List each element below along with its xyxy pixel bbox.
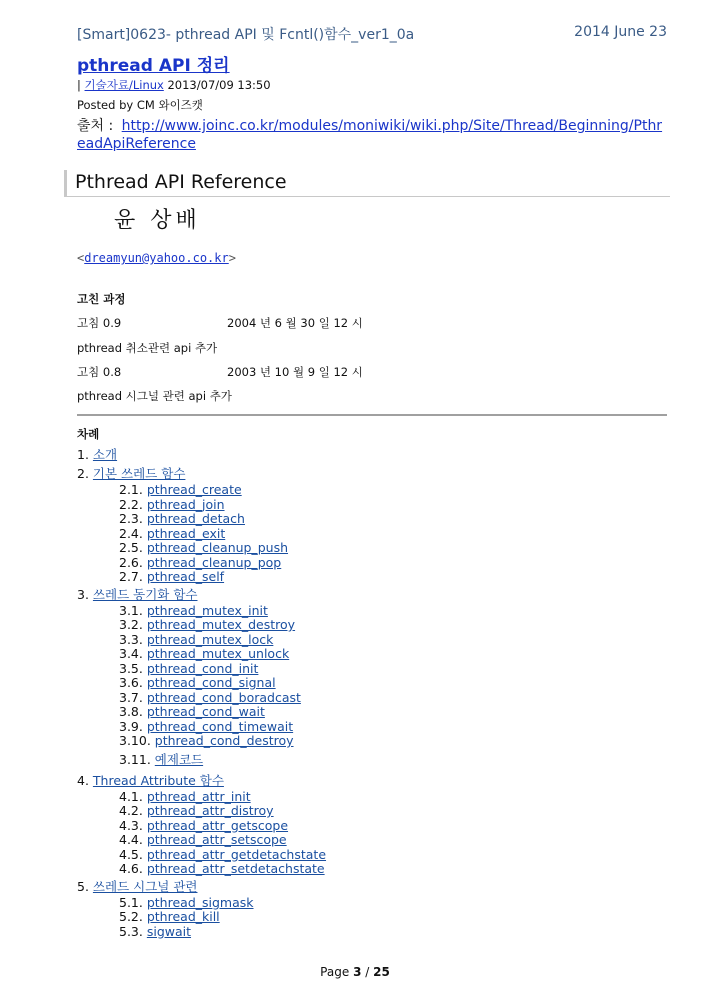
toc-num: 3.6. bbox=[119, 675, 143, 690]
category-link[interactable]: 기술자료/Linux bbox=[84, 78, 164, 92]
toc-link[interactable]: pthread_mutex_lock bbox=[146, 631, 274, 647]
toc-link[interactable]: pthread_mutex_unlock bbox=[146, 646, 290, 661]
toc-num: 3.9. bbox=[119, 718, 143, 734]
post-title-link[interactable]: pthread API 정리 bbox=[77, 56, 230, 76]
toc-subitem bbox=[77, 720, 326, 735]
toc-link[interactable]: pthread_cond_wait bbox=[146, 704, 265, 719]
divider bbox=[77, 414, 667, 416]
author-email bbox=[77, 251, 236, 265]
toc-num: 2.5. bbox=[119, 540, 143, 555]
toc-num: 5.1. bbox=[119, 894, 143, 910]
history-version: 고침 0.8 bbox=[77, 365, 122, 379]
table-of-contents bbox=[77, 445, 326, 939]
toc-subitem bbox=[77, 833, 326, 848]
toc-num: 4.4. bbox=[119, 832, 143, 847]
toc-num: 4. bbox=[77, 772, 89, 788]
toc-num: 2.3. bbox=[119, 511, 143, 526]
posted-by: Posted by CM 와이즈캣 bbox=[77, 98, 203, 112]
toc-subitem bbox=[77, 804, 326, 819]
history-entry bbox=[77, 364, 363, 380]
toc-subitem bbox=[77, 705, 326, 720]
toc-link[interactable]: pthread_mutex_init bbox=[146, 602, 268, 618]
toc-num: 5. bbox=[77, 878, 89, 894]
toc-link[interactable]: pthread_attr_getscope bbox=[146, 817, 289, 833]
toc-num: 4.5. bbox=[119, 846, 143, 862]
toc-link[interactable]: pthread_sigmask bbox=[146, 894, 254, 910]
toc-num: 3.4. bbox=[119, 646, 143, 661]
toc-subitem bbox=[77, 662, 326, 677]
toc-num: 2.4. bbox=[119, 525, 143, 541]
toc-link[interactable]: pthread_cleanup_push bbox=[146, 540, 289, 555]
toc-num: 3.3. bbox=[119, 631, 143, 647]
toc-item bbox=[77, 877, 326, 896]
toc-link[interactable]: pthread_attr_setdetachstate bbox=[146, 861, 325, 876]
section-heading bbox=[64, 170, 670, 197]
toc-num: 2. bbox=[77, 466, 89, 481]
toc-link[interactable]: pthread_attr_init bbox=[146, 788, 251, 804]
toc-subitem bbox=[77, 527, 326, 542]
toc-subitem bbox=[77, 604, 326, 619]
post-timestamp: 2013/07/09 13:50 bbox=[167, 78, 271, 92]
toc-num: 1. bbox=[77, 447, 89, 462]
toc-subitem bbox=[77, 691, 326, 706]
toc-subitem bbox=[77, 618, 326, 633]
author-name: 윤 상배 bbox=[114, 208, 201, 233]
email-link[interactable]: dreamyun@yahoo.co.kr bbox=[84, 251, 229, 265]
toc-subitem bbox=[77, 734, 326, 749]
toc-subitem bbox=[77, 498, 326, 513]
toc-num: 4.2. bbox=[119, 803, 143, 818]
toc-link[interactable]: pthread_cond_boradcast bbox=[146, 689, 301, 705]
toc-num: 4.6. bbox=[119, 861, 143, 876]
toc-link[interactable]: pthread_join bbox=[146, 496, 225, 512]
toc-link[interactable]: 예제코드 bbox=[154, 751, 204, 767]
toc-link[interactable]: pthread_cleanup_pop bbox=[146, 554, 282, 570]
toc-num: 2.1. bbox=[119, 482, 143, 497]
toc-num: 4.1. bbox=[119, 788, 143, 804]
toc-subitem bbox=[77, 633, 326, 648]
post-meta-category bbox=[77, 77, 271, 93]
page-total: 25 bbox=[373, 965, 390, 979]
toc-num: 3.1. bbox=[119, 602, 143, 618]
source-label: 출처 : bbox=[77, 118, 114, 134]
toc-link[interactable]: 소개 bbox=[92, 447, 118, 462]
toc-link[interactable]: pthread_self bbox=[146, 569, 225, 584]
toc-link[interactable]: pthread_cond_init bbox=[146, 660, 259, 676]
toc-subitem bbox=[77, 910, 326, 925]
toc-num: 2.2. bbox=[119, 496, 143, 512]
toc-link[interactable]: pthread_mutex_destroy bbox=[146, 617, 296, 632]
toc-item bbox=[77, 445, 326, 464]
toc-link[interactable]: 쓰레드 시그널 관련 bbox=[92, 878, 198, 894]
toc-num: 3.8. bbox=[119, 704, 143, 719]
toc-subitem bbox=[77, 556, 326, 571]
category-prefix: | bbox=[77, 78, 81, 92]
toc-item bbox=[77, 771, 326, 790]
toc-subitem bbox=[77, 896, 326, 911]
toc-num: 3.5. bbox=[119, 660, 143, 676]
toc-link[interactable]: pthread_attr_distroy bbox=[146, 803, 274, 818]
toc-link[interactable]: sigwait bbox=[146, 923, 192, 939]
toc-subitem bbox=[77, 862, 326, 877]
toc-link[interactable]: pthread_exit bbox=[146, 525, 226, 541]
toc-subitem bbox=[77, 570, 326, 585]
toc-num: 3. bbox=[77, 586, 89, 602]
toc-subitem bbox=[77, 676, 326, 691]
toc-subitem bbox=[77, 512, 326, 527]
toc-num: 4.3. bbox=[119, 817, 143, 833]
toc-subitem bbox=[77, 541, 326, 556]
toc-num: 2.7. bbox=[119, 569, 143, 584]
toc-link[interactable]: pthread_attr_setscope bbox=[146, 832, 287, 847]
toc-link[interactable]: pthread_cond_timewait bbox=[146, 718, 294, 734]
source-link[interactable]: http://www.joinc.co.kr/modules/moniwiki/wiki.php/Site/Thread/Beginning/PthreadApiReference bbox=[77, 118, 663, 152]
history-title: 고친 과정 bbox=[77, 292, 126, 306]
toc-num: 5.2. bbox=[119, 909, 143, 924]
toc-subitem bbox=[77, 647, 326, 662]
toc-subitem bbox=[77, 749, 326, 771]
toc-num: 3.10. bbox=[119, 733, 151, 748]
toc-title: 차례 bbox=[77, 427, 100, 441]
toc-num: 5.3. bbox=[119, 923, 143, 939]
page-separator: / bbox=[365, 965, 370, 979]
page-current: 3 bbox=[353, 965, 362, 979]
page-footer bbox=[0, 965, 710, 979]
toc-link[interactable]: Thread Attribute 함수 bbox=[92, 772, 224, 788]
history-version: 고침 0.9 bbox=[77, 316, 122, 330]
history-date: 2003 년 10 월 9 일 12 시 bbox=[227, 365, 363, 379]
email-open-bracket: < bbox=[77, 251, 85, 265]
toc-subitem bbox=[77, 483, 326, 498]
document-title: [Smart]0623- pthread API 및 Fcntl()함수_ver1_0a bbox=[77, 27, 415, 43]
toc-subitem bbox=[77, 848, 326, 863]
history-note: pthread 시그널 관련 api 추가 bbox=[77, 389, 232, 403]
toc-link[interactable]: 기본 쓰레드 함수 bbox=[92, 466, 186, 481]
toc-item bbox=[77, 464, 326, 483]
toc-link[interactable]: pthread_cond_signal bbox=[146, 675, 276, 690]
toc-link[interactable]: pthread_cond_destroy bbox=[154, 733, 294, 748]
toc-link[interactable]: pthread_create bbox=[146, 482, 242, 497]
page-label: Page bbox=[320, 965, 350, 979]
history-entry bbox=[77, 315, 363, 331]
toc-subitem bbox=[77, 819, 326, 834]
page-header bbox=[77, 24, 667, 44]
toc-item bbox=[77, 585, 326, 604]
toc-link[interactable]: pthread_attr_getdetachstate bbox=[146, 846, 327, 862]
email-close-bracket: > bbox=[228, 251, 236, 265]
toc-num: 2.6. bbox=[119, 554, 143, 570]
toc-subitem bbox=[77, 925, 326, 940]
history-note: pthread 취소관련 api 추가 bbox=[77, 341, 218, 355]
toc-link[interactable]: 쓰레드 동기화 함수 bbox=[92, 586, 198, 602]
toc-link[interactable]: pthread_detach bbox=[146, 511, 245, 526]
source-line bbox=[77, 117, 669, 153]
toc-subitem bbox=[77, 790, 326, 805]
section-heading-text: Pthread API Reference bbox=[75, 171, 287, 193]
toc-link[interactable]: pthread_kill bbox=[146, 909, 220, 924]
toc-num: 3.7. bbox=[119, 689, 143, 705]
toc-num: 3.2. bbox=[119, 617, 143, 632]
history-date: 2004 년 6 월 30 일 12 시 bbox=[227, 316, 363, 330]
document-date: 2014 June 23 bbox=[574, 24, 667, 40]
toc-num: 3.11. bbox=[119, 751, 151, 767]
